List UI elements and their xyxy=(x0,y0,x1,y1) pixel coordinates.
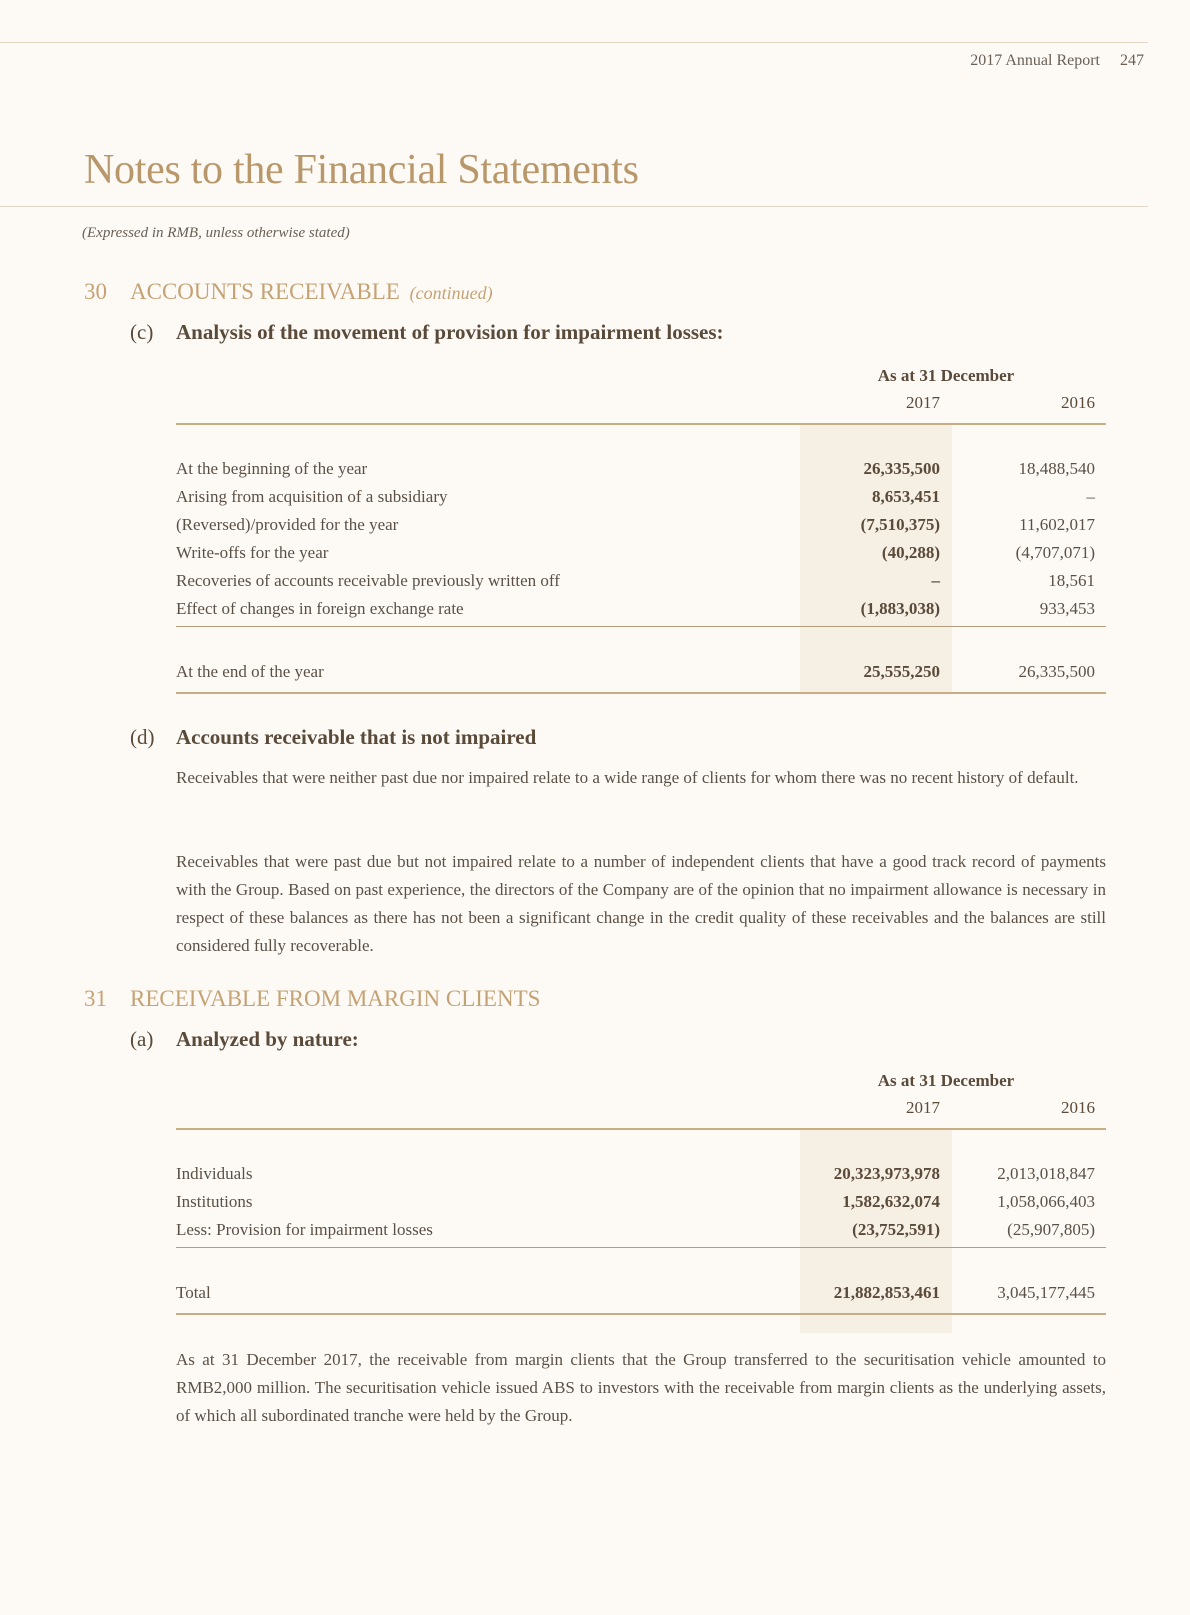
table-row xyxy=(176,1164,1106,1192)
value-2017: 26,335,500 xyxy=(863,459,940,478)
value-2016: (4,707,071) xyxy=(1015,543,1095,562)
row-label: Institutions xyxy=(176,1192,253,1211)
page-number: 247 xyxy=(1120,52,1144,69)
value-2017: (1,883,038) xyxy=(860,599,940,618)
row-label: Effect of changes in foreign exchange rate xyxy=(176,599,464,618)
table-row xyxy=(176,1192,1106,1220)
title-rule xyxy=(0,206,1148,207)
header-rule xyxy=(176,1128,1106,1130)
row-label: At the end of the year xyxy=(176,662,324,681)
value-2017: – xyxy=(931,571,940,590)
running-header xyxy=(970,52,1144,70)
value-2016: 933,453 xyxy=(1039,599,1095,618)
note-31a-heading xyxy=(130,1027,359,1052)
header-rule xyxy=(0,42,1148,43)
note-number: 30 xyxy=(84,279,107,304)
value-2016: 26,335,500 xyxy=(1018,662,1095,681)
sub-letter: (a) xyxy=(130,1027,154,1051)
column-header-2016: 2016 xyxy=(1061,1098,1095,1117)
row-label: Recoveries of accounts receivable previously written off xyxy=(176,571,560,590)
page-title: Notes to the Financial Statements xyxy=(84,147,639,193)
table-row xyxy=(176,459,1106,487)
period-header: As at 31 December xyxy=(877,1071,1015,1090)
row-label: At the beginning of the year xyxy=(176,459,368,478)
subtotal-rule xyxy=(176,1247,1106,1248)
note-30-heading xyxy=(84,279,493,305)
period-header: As at 31 December xyxy=(877,366,1015,385)
currency-note: (Expressed in RMB, unless otherwise stated) xyxy=(82,225,350,241)
sub-title: Analysis of the movement of provision for impairment losses: xyxy=(176,320,724,344)
value-2017: 20,323,973,978 xyxy=(833,1164,940,1183)
sub-title: Analyzed by nature: xyxy=(176,1027,359,1051)
value-2017: 8,653,451 xyxy=(872,487,940,506)
row-label: Individuals xyxy=(176,1164,253,1183)
row-label: Less: Provision for impairment losses xyxy=(176,1220,433,1239)
value-2016: 2,013,018,847 xyxy=(997,1164,1095,1183)
note-31-heading xyxy=(84,986,540,1012)
note-title: ACCOUNTS RECEIVABLE xyxy=(130,279,400,304)
value-2017: 25,555,250 xyxy=(863,662,940,681)
impairment-provision-table xyxy=(176,360,1106,700)
value-2016: – xyxy=(1086,487,1095,506)
table-row xyxy=(176,1220,1106,1248)
report-title: 2017 Annual Report xyxy=(970,52,1100,69)
value-2016: 1,058,066,403 xyxy=(997,1192,1095,1211)
table-row xyxy=(176,543,1106,571)
column-header-2016: 2016 xyxy=(1061,393,1095,412)
row-label: Total xyxy=(176,1283,211,1302)
sub-letter: (c) xyxy=(130,320,154,344)
header-rule xyxy=(176,423,1106,425)
column-header-2017: 2017 xyxy=(906,393,940,412)
note-number: 31 xyxy=(84,986,107,1011)
paragraph-not-past-due: Receivables that were neither past due nor impaired relate to a wide range of clients for whom there was no recent history of default. xyxy=(176,768,1079,787)
value-2016: 3,045,177,445 xyxy=(997,1283,1095,1302)
table-row xyxy=(176,571,1106,599)
note-30c-heading xyxy=(130,320,724,345)
value-2017: 21,882,853,461 xyxy=(833,1283,940,1302)
table-row xyxy=(176,599,1106,627)
note-30d-heading xyxy=(130,725,536,750)
value-2017: (7,510,375) xyxy=(860,515,940,534)
value-2017: (23,752,591) xyxy=(852,1220,940,1239)
value-2017: 1,582,632,074 xyxy=(842,1192,940,1211)
row-label: (Reversed)/provided for the year xyxy=(176,515,399,534)
table-row xyxy=(176,515,1106,543)
value-2016: (25,907,805) xyxy=(1007,1220,1095,1239)
sub-letter: (d) xyxy=(130,725,155,749)
value-2016: 18,488,540 xyxy=(1018,459,1095,478)
paragraph-securitisation: As at 31 December 2017, the receivable from margin clients that the Group transferred to the securitisation vehicle amounted to RMB2,000 million. The securitisation vehicle issued ABS to investors with the receivable from margin clients as the underlying assets, of which all subordinated tranche were held by the Group. xyxy=(176,1350,1106,1425)
note-title: RECEIVABLE FROM MARGIN CLIENTS xyxy=(130,986,541,1011)
value-2017: (40,288) xyxy=(881,543,940,562)
total-rule xyxy=(176,1313,1106,1315)
value-2016: 11,602,017 xyxy=(1019,515,1095,534)
sub-title: Accounts receivable that is not impaired xyxy=(176,725,537,749)
subtotal-rule xyxy=(176,626,1106,627)
total-rule xyxy=(176,692,1106,694)
table-total-row xyxy=(176,662,1106,690)
continued-label: (continued) xyxy=(409,283,493,303)
margin-clients-table xyxy=(176,1065,1106,1330)
column-header-2017: 2017 xyxy=(906,1098,940,1117)
row-label: Arising from acquisition of a subsidiary xyxy=(176,487,448,506)
paragraph-past-due: Receivables that were past due but not impaired relate to a number of independent clients that have a good track record of payments with the Group. Based on past experience, the directors of the Company are of the opinion that no impairment allowance is necessary in respect of these balances as there has not been a significant change in the credit quality of these receivables and the balances are still considered fully recoverable. xyxy=(176,852,1106,955)
table-total-row xyxy=(176,1283,1106,1311)
value-2016: 18,561 xyxy=(1048,571,1095,590)
row-label: Write-offs for the year xyxy=(176,543,329,562)
table-row xyxy=(176,487,1106,515)
